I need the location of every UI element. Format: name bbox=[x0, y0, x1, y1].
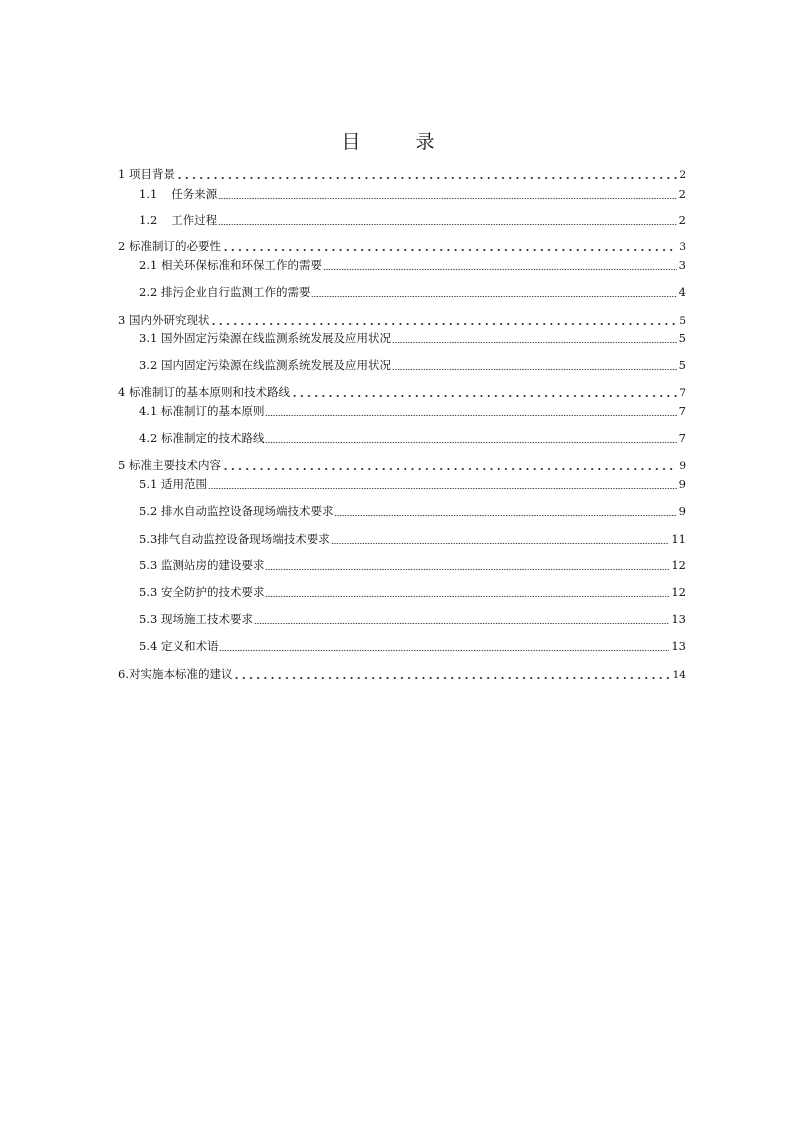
toc-entry[interactable] bbox=[139, 503, 686, 519]
toc-entry-label: 5.1 适用范围 bbox=[139, 477, 207, 491]
toc-entry[interactable] bbox=[139, 584, 686, 600]
toc-entry-label: 2.2 排污企业自行监测工作的需要 bbox=[139, 285, 311, 299]
toc-entry-label: 4 标准制订的基本原则和技术路线 bbox=[118, 385, 290, 399]
toc-page-number: 5 bbox=[678, 331, 686, 345]
dot-leader bbox=[265, 432, 676, 444]
toc-entry-label: 3.1 国外固定污染源在线监测系统发展及应用状况 bbox=[139, 331, 391, 345]
dot-leader bbox=[222, 459, 677, 471]
dot-leader bbox=[210, 314, 677, 326]
toc-entry-label: 3 国内外研究现状 bbox=[118, 313, 210, 327]
toc-entry-label: 1.2 工作过程 bbox=[139, 213, 218, 227]
dot-leader bbox=[218, 188, 676, 200]
toc-entry[interactable] bbox=[118, 384, 686, 400]
dot-leader bbox=[222, 240, 677, 252]
page-title: 目 录 bbox=[341, 131, 453, 153]
toc-page-number: 9 bbox=[678, 504, 686, 518]
toc-entry[interactable] bbox=[139, 357, 686, 373]
dot-leader bbox=[334, 505, 676, 517]
toc-entry-label: 3.2 国内固定污染源在线监测系统发展及应用状况 bbox=[139, 358, 391, 372]
toc-page-number: 11 bbox=[671, 532, 686, 546]
toc-entry-label: 5.3 现场施工技术要求 bbox=[139, 612, 253, 626]
toc-page-number: 4 bbox=[678, 285, 686, 299]
toc-entry[interactable] bbox=[118, 312, 686, 328]
dot-leader bbox=[218, 214, 676, 226]
toc-page-number: 12 bbox=[671, 585, 686, 599]
dot-leader bbox=[265, 559, 669, 571]
toc-entry[interactable] bbox=[139, 531, 686, 547]
toc-page-number: 5 bbox=[678, 358, 686, 372]
toc-entry[interactable] bbox=[118, 166, 686, 182]
toc-entry-label: 2 标准制订的必要性 bbox=[118, 239, 221, 253]
toc-page-number: 7 bbox=[679, 387, 686, 399]
dot-leader bbox=[233, 668, 670, 680]
toc-page-number: 2 bbox=[679, 169, 686, 181]
toc-page-number: 7 bbox=[678, 431, 686, 445]
dot-leader bbox=[392, 332, 677, 344]
toc-page-number: 9 bbox=[678, 477, 686, 491]
toc-entry-label: 6.对实施本标准的建议 bbox=[118, 667, 233, 681]
dot-leader bbox=[254, 613, 669, 625]
toc-entry-label: 1 项目背景 bbox=[118, 167, 175, 181]
toc-page-number: 2 bbox=[678, 187, 686, 201]
toc-entry-label: 5.3排气自动监控设备现场端技术要求 bbox=[139, 532, 330, 546]
toc-page-number: 14 bbox=[672, 669, 686, 681]
toc-entry-label: 5 标准主要技术内容 bbox=[118, 458, 221, 472]
toc-page-number: 7 bbox=[678, 404, 686, 418]
toc-entry-label: 4.1 标准制订的基本原则 bbox=[139, 404, 265, 418]
toc-page-number: 13 bbox=[671, 639, 686, 653]
toc-entry-label: 5.4 定义和术语 bbox=[139, 639, 219, 653]
toc-entry[interactable] bbox=[139, 557, 686, 573]
dot-leader bbox=[331, 533, 670, 545]
toc-entry[interactable] bbox=[118, 457, 686, 473]
toc-entry[interactable] bbox=[139, 284, 686, 300]
dot-leader bbox=[311, 286, 676, 298]
toc-entry[interactable] bbox=[139, 212, 686, 228]
toc-entry[interactable] bbox=[139, 330, 686, 346]
toc-entry[interactable] bbox=[139, 403, 686, 419]
toc-entry[interactable] bbox=[139, 430, 686, 446]
toc-page-number: 9 bbox=[679, 460, 686, 472]
dot-leader bbox=[219, 640, 669, 652]
toc-entry[interactable] bbox=[139, 186, 686, 202]
toc-page-number: 5 bbox=[679, 315, 686, 327]
dot-leader bbox=[265, 586, 669, 598]
dot-leader bbox=[323, 259, 677, 271]
toc-page-number: 2 bbox=[678, 213, 686, 227]
toc-entry-label: 5.2 排水自动监控设备现场端技术要求 bbox=[139, 504, 334, 518]
dot-leader bbox=[392, 359, 677, 371]
toc-entry[interactable] bbox=[139, 476, 686, 492]
toc-entry[interactable] bbox=[139, 611, 686, 627]
toc-entry-label: 5.3 监测站房的建设要求 bbox=[139, 558, 265, 572]
toc-entry-label: 1.1 任务来源 bbox=[139, 187, 218, 201]
toc-entry[interactable] bbox=[139, 638, 686, 654]
toc-page-number: 12 bbox=[671, 558, 686, 572]
dot-leader bbox=[265, 405, 676, 417]
dot-leader bbox=[176, 168, 677, 180]
toc-entry[interactable] bbox=[118, 238, 686, 254]
toc-page-number: 3 bbox=[678, 258, 686, 272]
toc-entry-label: 4.2 标准制定的技术路线 bbox=[139, 431, 265, 445]
toc-page-number: 3 bbox=[679, 241, 686, 253]
toc-entry[interactable] bbox=[118, 666, 686, 682]
dot-leader bbox=[291, 386, 677, 398]
toc-page-number: 13 bbox=[671, 612, 686, 626]
toc-entry-label: 5.3 安全防护的技术要求 bbox=[139, 585, 265, 599]
dot-leader bbox=[208, 478, 677, 490]
toc-entry-label: 2.1 相关环保标准和环保工作的需要 bbox=[139, 258, 322, 272]
toc-entry[interactable] bbox=[139, 257, 686, 273]
